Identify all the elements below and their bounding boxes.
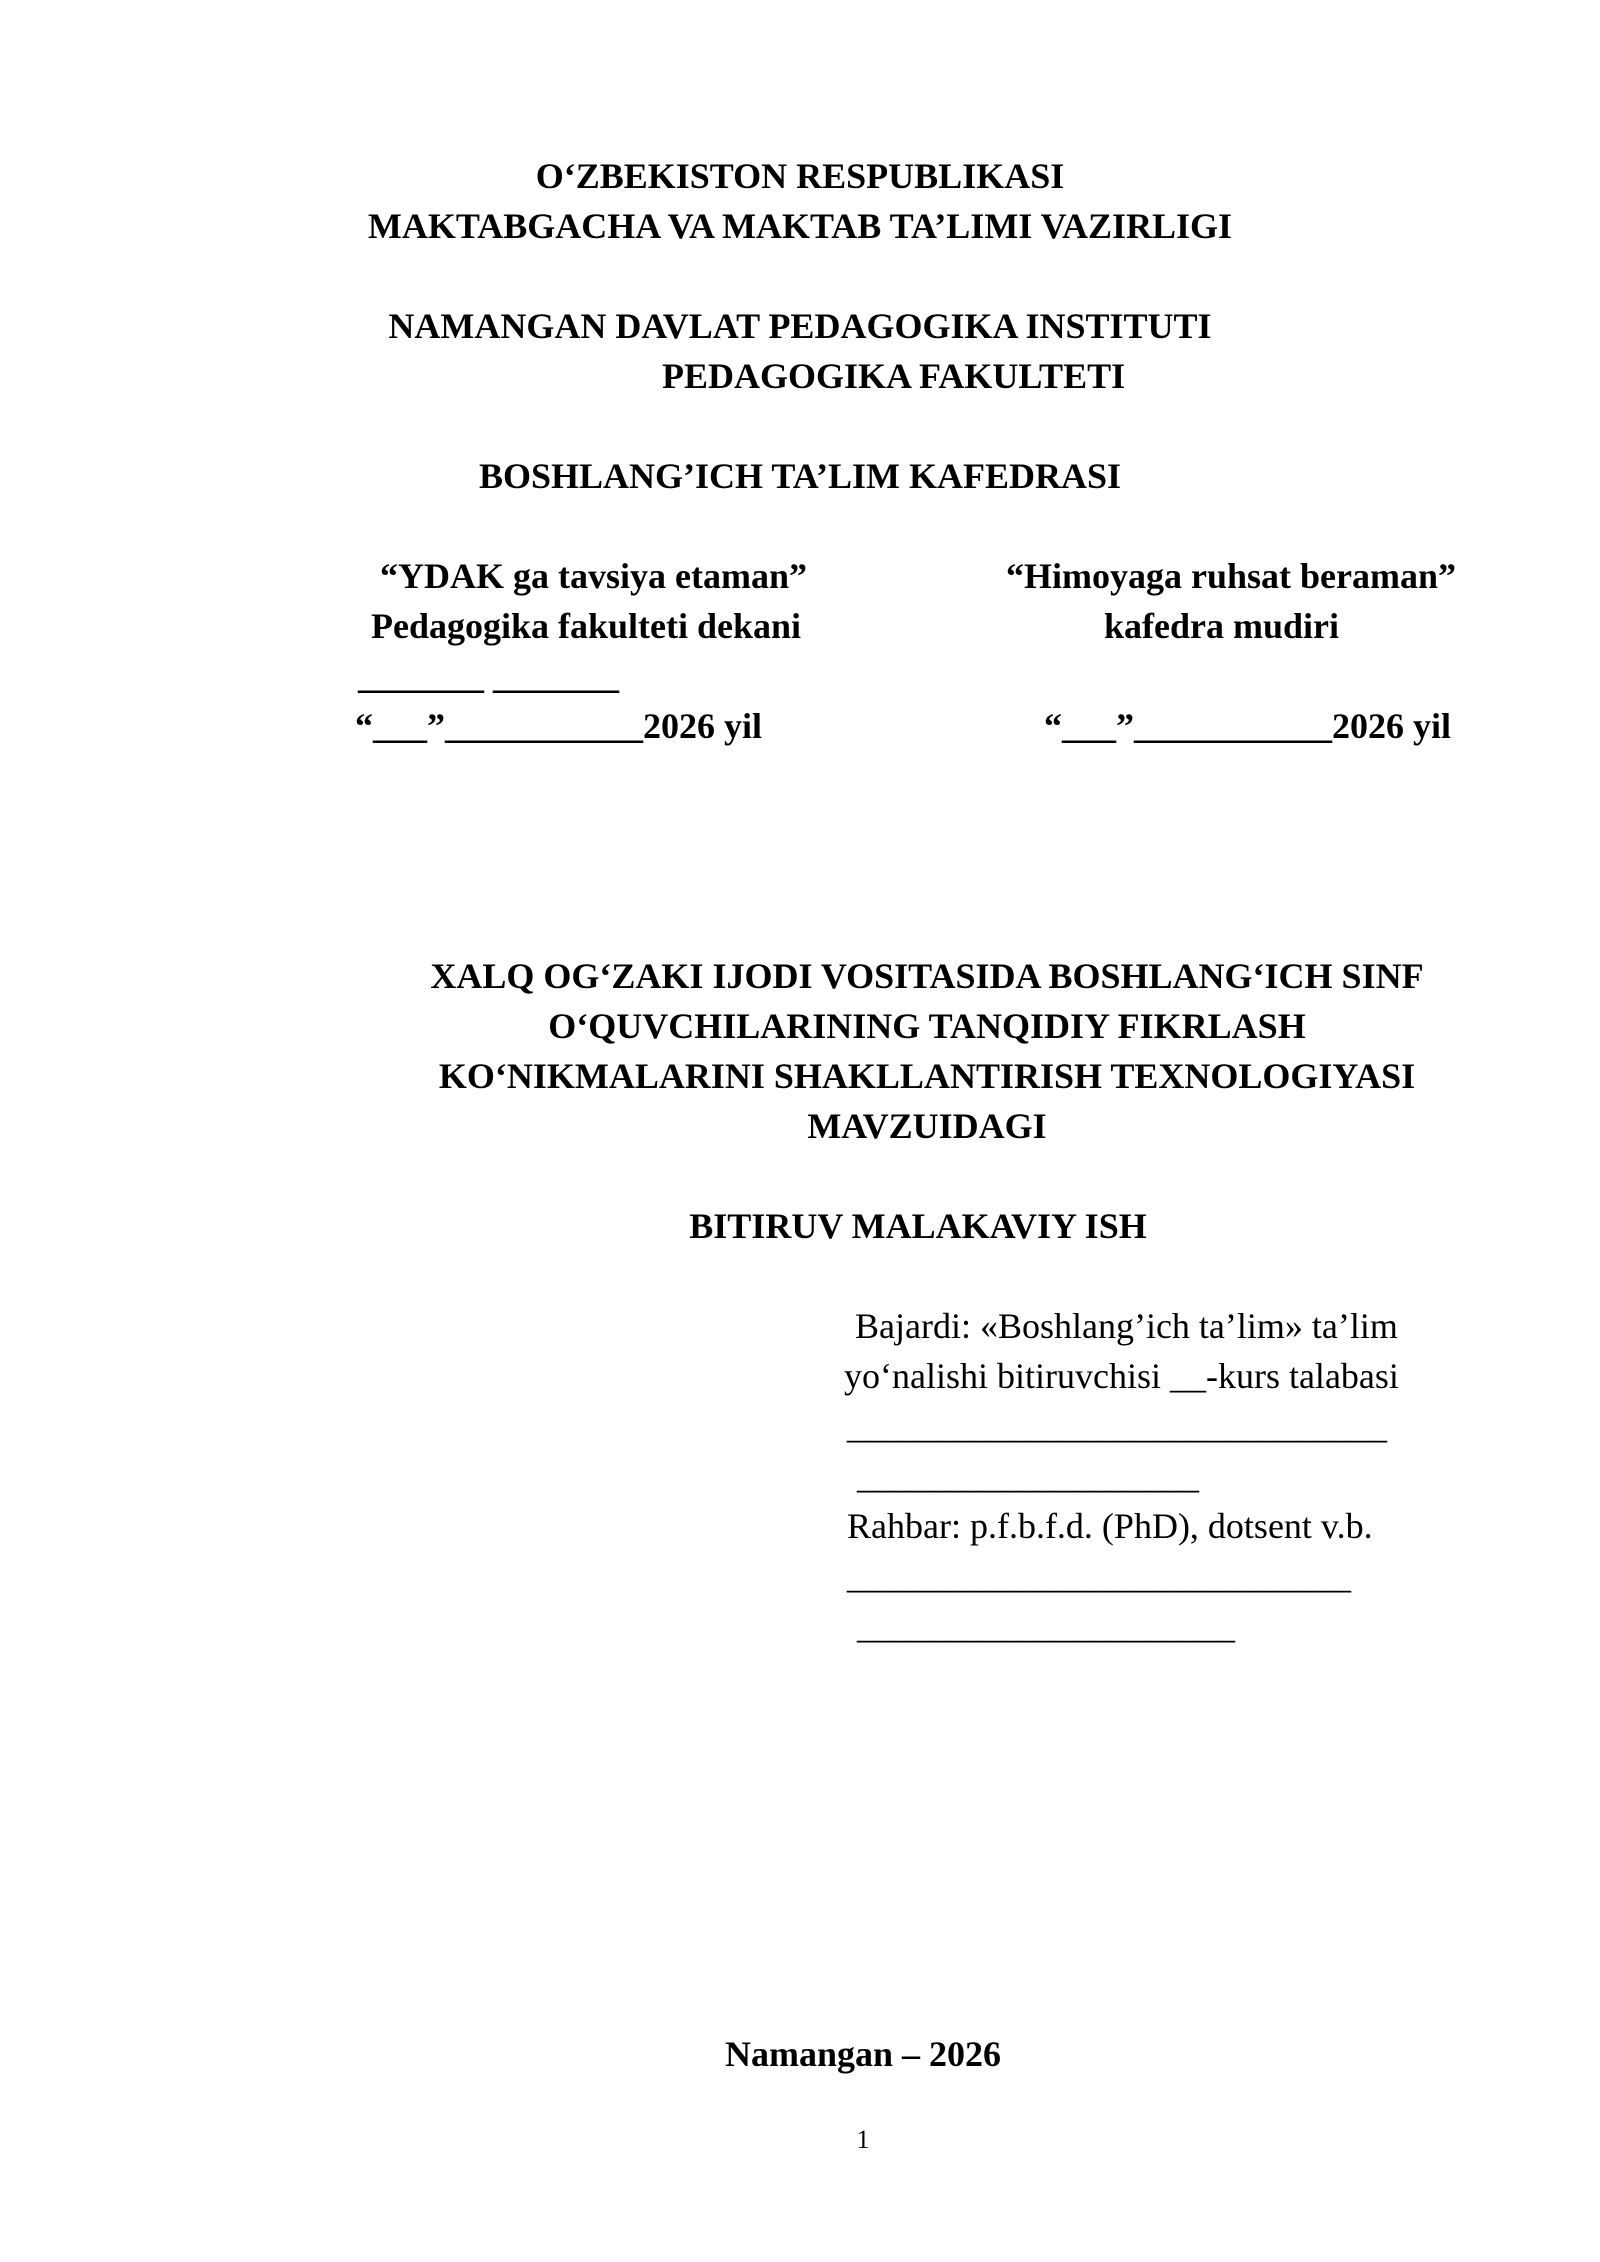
thesis-title-line3: KO‘NIKMALARINI SHAKLLANTIRISH TEXNOLOGIYASI <box>438 1056 1416 1096</box>
author-line1: Bajardi: «Boshlang’ich ta’lim» ta’lim <box>855 1306 1398 1346</box>
work-type: BITIRUV MALAKAVIY ISH <box>689 1206 1147 1246</box>
thesis-title-line2: O‘QUVCHILARINING TANQIDIY FIKRLASH <box>548 1006 1306 1046</box>
author-name-blank: ______________________________ <box>847 1406 1387 1446</box>
approval-left-line1: “YDAK ga tavsiya etaman” <box>380 556 807 596</box>
approval-right-line1: “Himoyaga ruhsat beraman” <box>1006 556 1456 596</box>
page-number: 1 <box>856 2125 870 2154</box>
advisor-line: Rahbar: p.f.b.f.d. (PhD), dotsent v.b. <box>847 1506 1373 1546</box>
ministry-name: MAKTABGACHA VA MAKTAB TA’LIMI VAZIRLIGI <box>367 206 1233 246</box>
thesis-title-line1: XALQ OG‘ZAKI IJODI VOSITASIDA BOSHLANG‘ICH SINF <box>430 956 1424 996</box>
faculty-name: PEDAGOGIKA FAKULTETI <box>662 356 1126 396</box>
author-line2: yo‘nalishi bitiruvchisi __-kurs talabasi <box>844 1356 1399 1396</box>
institute-name: NAMANGAN DAVLAT PEDAGOGIKA INSTITUTI <box>388 306 1212 346</box>
city-year: Namangan – 2026 <box>724 2034 1002 2074</box>
author-name-blank-2: ___________________ <box>857 1456 1199 1496</box>
advisor-name-blank-2: _____________________ <box>857 1606 1235 1646</box>
approval-left-line2: Pedagogika fakulteti dekani <box>371 606 802 646</box>
thesis-title-line4: MAVZUIDAGI <box>807 1106 1047 1146</box>
department-name: BOSHLANG’ICH TA’LIM KAFEDRASI <box>478 456 1122 496</box>
approval-right-date: “___”___________2026 yil <box>1044 706 1452 746</box>
country-name: O‘ZBEKISTON RESPUBLIKASI <box>535 156 1065 196</box>
approval-left-signature: _______ _______ <box>358 656 619 696</box>
advisor-name-blank: ____________________________ <box>847 1556 1351 1596</box>
approval-right-line2: kafedra mudiri <box>1104 606 1340 646</box>
approval-left-date: “___”___________2026 yil <box>355 706 763 746</box>
